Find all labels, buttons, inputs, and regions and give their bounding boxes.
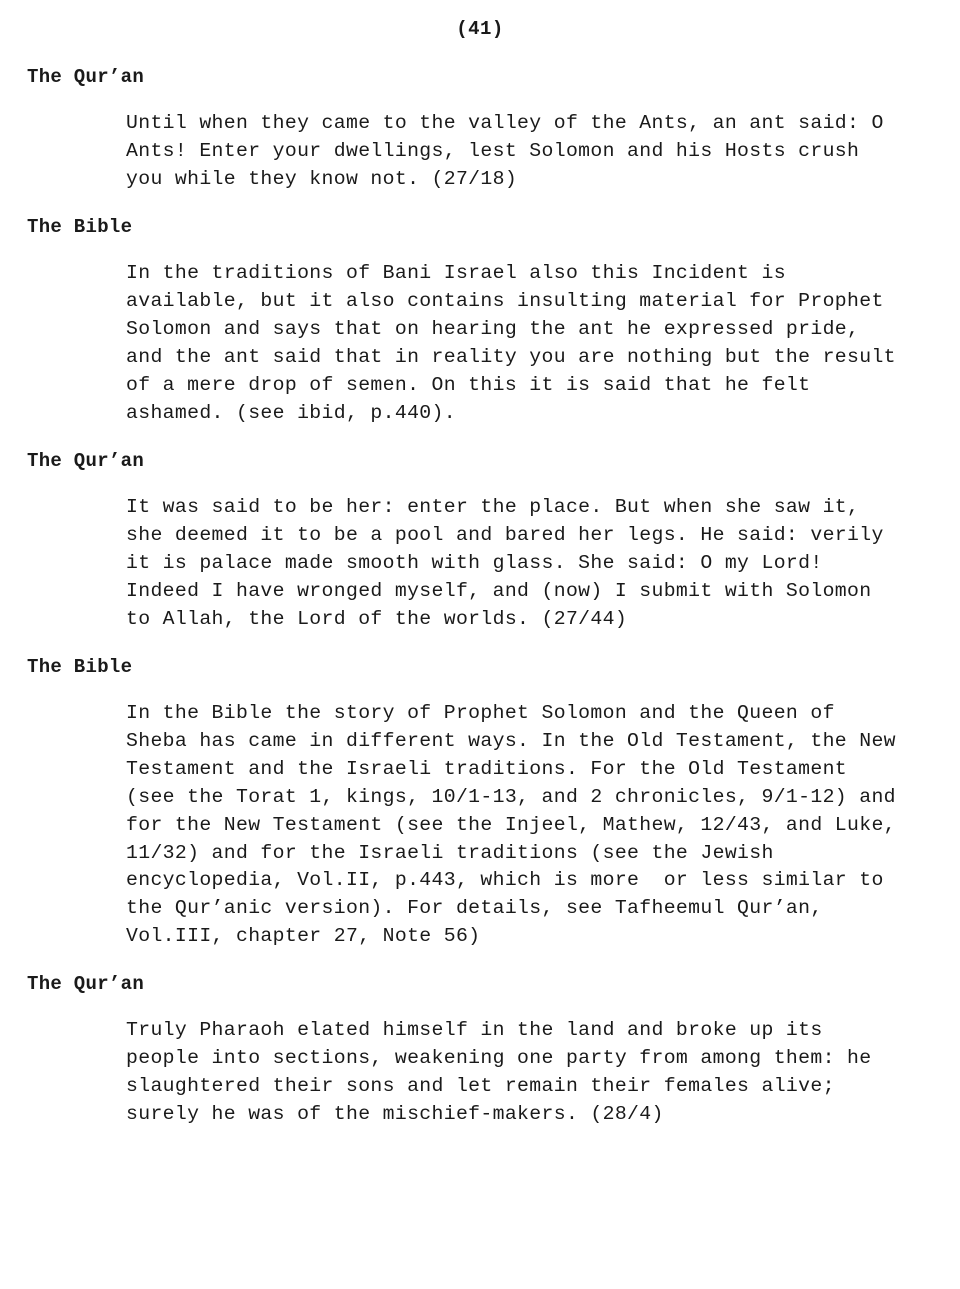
text-line: of a mere drop of semen. On this it is said that he felt <box>126 373 811 396</box>
text-line: 11/32) and for the Israeli traditions (see the Jewish <box>126 841 774 864</box>
section-paragraph-bible-2 <box>126 700 946 951</box>
section-heading-quran-3: The Qur’an <box>27 973 145 995</box>
text-line: slaughtered their sons and let remain their females alive; <box>126 1074 835 1097</box>
text-line: Testament and the Israeli traditions. For the Old Testament <box>126 757 848 780</box>
text-line: Truly Pharaoh elated himself in the land and broke up its <box>126 1019 823 1041</box>
section-heading-quran-1: The Qur’an <box>27 66 145 88</box>
section-heading-quran-2: The Qur’an <box>27 450 145 472</box>
text-line: she deemed it to be a pool and bared her legs. He said: verily <box>126 523 884 546</box>
text-line: In the Bible the story of Prophet Solomon and the Queen of <box>126 702 835 724</box>
text-line: the Qur’anic version). For details, see Tafheemul Qur’an, <box>126 897 823 920</box>
text-line: (see the Torat 1, kings, 10/1-13, and 2 chronicles, 9/1-12) and <box>126 785 896 808</box>
text-line: and the ant said that in reality you are nothing but the result <box>126 345 896 368</box>
section-paragraph-quran-3 <box>126 1017 946 1129</box>
text-line: ashamed. (see ibid, p.440). <box>126 401 456 424</box>
text-line: In the traditions of Bani Israel also this Incident is <box>126 262 786 284</box>
text-line: available, but it also contains insulting material for Prophet <box>126 289 884 312</box>
text-line: Ants! Enter your dwellings, lest Solomon and his Hosts crush <box>126 139 860 162</box>
text-line: It was said to be her: enter the place. But when she saw it, <box>126 496 860 518</box>
text-line: Sheba has came in different ways. In the Old Testament, the New <box>126 729 896 752</box>
text-line: Until when they came to the valley of the Ants, an ant said: O <box>126 112 884 134</box>
section-paragraph-bible-1 <box>126 260 946 427</box>
text-line: Vol.III, chapter 27, Note 56) <box>126 925 481 948</box>
text-line: for the New Testament (see the Injeel, Mathew, 12/43, and Luke, <box>126 813 896 836</box>
text-line: people into sections, weakening one party from among them: he <box>126 1046 872 1069</box>
text-line: encyclopedia, Vol.II, p.443, which is more or less similar to <box>126 869 884 892</box>
text-line: surely he was of the mischief-makers. (28/4) <box>126 1102 664 1125</box>
text-line: Solomon and says that on hearing the ant he expressed pride, <box>126 317 860 340</box>
text-line: it is palace made smooth with glass. She said: O my Lord! <box>126 551 823 574</box>
section-heading-bible-1: The Bible <box>27 216 133 238</box>
section-paragraph-quran-2 <box>126 494 946 634</box>
page-number: (41) <box>456 18 504 40</box>
text-line: to Allah, the Lord of the worlds. (27/44) <box>126 607 628 630</box>
text-line: Indeed I have wronged myself, and (now) I submit with Solomon <box>126 579 872 602</box>
text-line: you while they know not. (27/18) <box>126 167 518 190</box>
section-heading-bible-2: The Bible <box>27 656 133 678</box>
section-paragraph-quran-1 <box>126 110 946 194</box>
